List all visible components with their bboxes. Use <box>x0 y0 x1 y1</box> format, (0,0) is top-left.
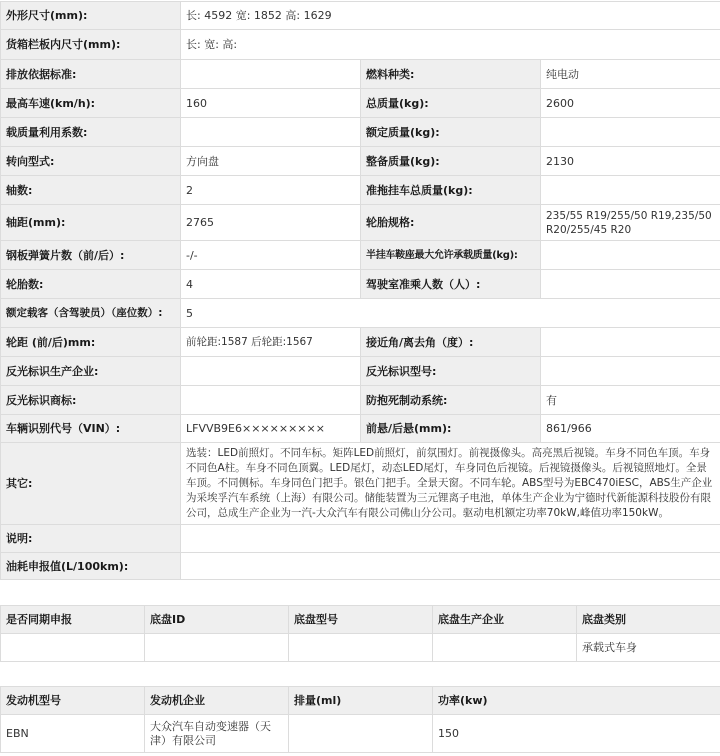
engine-model-value: EBN <box>1 715 145 753</box>
dimensions-value: 长: 4592 宽: 1852 高: 1629 <box>181 2 720 30</box>
saddle-load-value <box>541 241 720 270</box>
dimensions-label: 外形尺寸(mm): <box>1 2 181 30</box>
steering-label: 转向型式: <box>1 147 181 176</box>
chassis-id-value <box>145 634 289 662</box>
chassis-model-value <box>289 634 433 662</box>
overhang-value: 861/966 <box>541 415 720 443</box>
max-speed-value: 160 <box>181 89 361 118</box>
chassis-table <box>0 605 720 662</box>
reflector-brand-label: 反光标识商标: <box>1 386 181 415</box>
vin-label: 车辆识别代号（VIN）: <box>1 415 181 443</box>
reflector-maker-value <box>181 357 361 386</box>
emission-standard-value <box>181 60 361 89</box>
chassis-header-id: 底盘ID <box>145 606 289 634</box>
trailer-mass-value <box>541 176 720 205</box>
spec-table <box>0 1 720 580</box>
chassis-header-maker: 底盘生产企业 <box>433 606 577 634</box>
curb-mass-label: 整备质量(kg): <box>361 147 541 176</box>
trailer-mass-label: 准拖挂车总质量(kg): <box>361 176 541 205</box>
tire-spec-label: 轮胎规格: <box>361 205 541 241</box>
fuel-type-label: 燃料种类: <box>361 60 541 89</box>
reflector-model-value <box>541 357 720 386</box>
cab-seats-value <box>541 270 720 299</box>
engine-displacement-value <box>289 715 433 753</box>
approach-angle-value <box>541 328 720 357</box>
engine-header-displacement: 排量(ml) <box>289 687 433 715</box>
fuel-type-value: 纯电动 <box>541 60 720 89</box>
rated-seats-value: 5 <box>181 299 720 328</box>
wheelbase-value: 2765 <box>181 205 361 241</box>
engine-header-power: 功率(kw) <box>433 687 720 715</box>
curb-mass-value: 2130 <box>541 147 720 176</box>
engine-maker-value: 大众汽车自动变速器（天津）有限公司 <box>145 715 289 753</box>
abs-label: 防抱死制动系统: <box>361 386 541 415</box>
fuel-consumption-value <box>181 553 720 580</box>
steering-value: 方向盘 <box>181 147 361 176</box>
axles-label: 轴数: <box>1 176 181 205</box>
engine-table <box>0 686 720 753</box>
abs-value: 有 <box>541 386 720 415</box>
saddle-load-label: 半挂车鞍座最大允许承载质量(kg): <box>361 241 541 270</box>
axles-value: 2 <box>181 176 361 205</box>
approach-angle-label: 接近角/离去角（度）: <box>361 328 541 357</box>
reflector-maker-label: 反光标识生产企业: <box>1 357 181 386</box>
track-value: 前轮距:1587 后轮距:1567 <box>181 328 361 357</box>
rated-seats-label: 额定载客（含驾驶员）（座位数）: <box>1 299 181 328</box>
cargo-label: 货箱栏板内尺寸(mm): <box>1 30 181 60</box>
reflector-brand-value <box>181 386 361 415</box>
fuel-consumption-label: 油耗申报值(L/100km): <box>1 553 181 580</box>
tire-count-value: 4 <box>181 270 361 299</box>
engine-header-maker: 发动机企业 <box>145 687 289 715</box>
other-value: 选装：LED前照灯。不同车标。矩阵LED前照灯，前氛围灯。前视摄像头。高亮黑后视镜。车身不同色车顶。车身不同色A柱。车身不同色顶翼。LED尾灯，动态LED尾灯，车身同色后视镜。后视镜摄像头。后视镜照地灯。全景车顶。不同侧标。车身同色门把手。银色门把手。全景天窗。不同车轮。ABS型号为EBC470iESC，ABS生产企业为采埃孚汽车系统（上海）有限公司。储能装置为三元锂离子电池，单体生产企业为宁德时代新能源科技股份有限公司，总成生产企业为一汽-大众汽车有限公司佛山分公司。驱动电机额定功率70kW,峰值功率150kW。 <box>181 443 720 525</box>
leaf-spring-value: -/- <box>181 241 361 270</box>
gross-mass-value: 2600 <box>541 89 720 118</box>
chassis-maker-value <box>433 634 577 662</box>
note-label: 说明: <box>1 525 181 553</box>
rated-mass-value <box>541 118 720 147</box>
tire-count-label: 轮胎数: <box>1 270 181 299</box>
rated-mass-label: 额定质量(kg): <box>361 118 541 147</box>
gross-mass-label: 总质量(kg): <box>361 89 541 118</box>
chassis-header-model: 底盘型号 <box>289 606 433 634</box>
note-value <box>181 525 720 553</box>
chassis-type-value: 承载式车身 <box>577 634 720 662</box>
leaf-spring-label: 钢板弹簧片数（前/后）: <box>1 241 181 270</box>
cargo-value: 长: 宽: 高: <box>181 30 720 60</box>
cab-seats-label: 驾驶室准乘人数（人）: <box>361 270 541 299</box>
track-label: 轮距 (前/后)mm: <box>1 328 181 357</box>
chassis-header-type: 底盘类别 <box>577 606 720 634</box>
other-label: 其它: <box>1 443 181 525</box>
load-factor-label: 载质量利用系数: <box>1 118 181 147</box>
reflector-model-label: 反光标识型号: <box>361 357 541 386</box>
max-speed-label: 最高车速(km/h): <box>1 89 181 118</box>
emission-standard-label: 排放依据标准: <box>1 60 181 89</box>
overhang-label: 前悬/后悬(mm): <box>361 415 541 443</box>
chassis-concurrent-value <box>1 634 145 662</box>
wheelbase-label: 轴距(mm): <box>1 205 181 241</box>
chassis-header-concurrent: 是否同期申报 <box>1 606 145 634</box>
engine-header-model: 发动机型号 <box>1 687 145 715</box>
tire-spec-value: 235/55 R19/255/50 R19,235/50 R20/255/45 R20 <box>541 205 720 241</box>
vin-value: LFVVB9E6××××××××× <box>181 415 361 443</box>
engine-power-value: 150 <box>433 715 720 753</box>
load-factor-value <box>181 118 361 147</box>
